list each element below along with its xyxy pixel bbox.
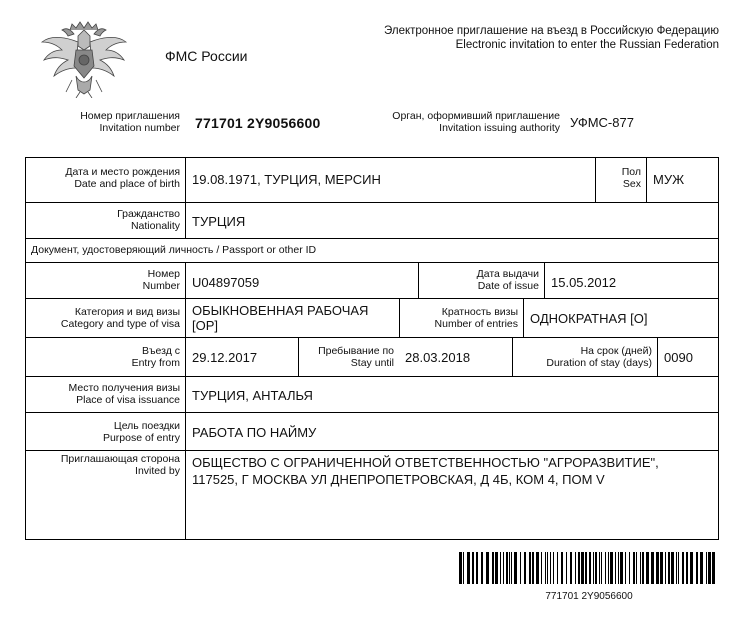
barcode-bar bbox=[599, 552, 600, 584]
barcode-bar bbox=[570, 552, 572, 584]
birth-label: Дата и место рождения Date and place of birth bbox=[65, 166, 180, 190]
row-dates bbox=[26, 338, 718, 377]
barcode-bar bbox=[610, 552, 613, 584]
entry-from-value: 29.12.2017 bbox=[185, 338, 298, 376]
barcode-bar bbox=[593, 552, 594, 584]
nationality-value: ТУРЦИЯ bbox=[185, 203, 720, 238]
row-visa-place bbox=[26, 377, 718, 413]
barcode-icon bbox=[459, 552, 719, 584]
barcode-number: 771701 2Y9056600 bbox=[545, 591, 633, 602]
visa-category-value: ОБЫКНОВЕННАЯ РАБОЧАЯ [ОР] bbox=[185, 299, 399, 337]
barcode-bar bbox=[529, 552, 531, 584]
document-section-header: Документ, удостоверяющий личность / Passport or other ID bbox=[31, 244, 317, 256]
barcode-bar bbox=[629, 552, 630, 584]
number-value: U04897059 bbox=[185, 263, 418, 298]
barcode-bar bbox=[486, 552, 489, 584]
row-nationality bbox=[26, 203, 718, 239]
barcode-bar bbox=[575, 552, 576, 584]
barcode-bar bbox=[557, 552, 558, 584]
row-purpose bbox=[26, 413, 718, 451]
barcode-bar bbox=[660, 552, 663, 584]
invited-by-value: ОБЩЕСТВО С ОГРАНИЧЕННОЙ ОТВЕТСТВЕННОСТЬЮ "АГРОРАЗВИТИЕ", 117525, Г МОСКВА УЛ ДНЕПРОПЕТРОВСКАЯ, Д 4Б, КОМ 4, ПОМ V bbox=[185, 451, 720, 539]
barcode-bar bbox=[578, 552, 580, 584]
stay-until-value: 28.03.2018 bbox=[405, 350, 471, 365]
barcode-bar bbox=[550, 552, 551, 584]
row-document-header bbox=[26, 239, 718, 263]
barcode-bar bbox=[481, 552, 483, 584]
barcode-bar bbox=[625, 552, 626, 584]
number-label: Номер Number bbox=[142, 268, 180, 292]
barcode-bar bbox=[509, 552, 510, 584]
barcode-bar bbox=[605, 552, 606, 584]
barcode-bar bbox=[500, 552, 501, 584]
barcode-bar bbox=[690, 552, 693, 584]
barcode-bar bbox=[553, 552, 554, 584]
entries-value: ОДНОКРАТНАЯ [О] bbox=[523, 299, 720, 337]
barcode-bar bbox=[615, 552, 616, 584]
barcode-bar bbox=[524, 552, 526, 584]
barcode-bar bbox=[566, 552, 567, 584]
row-passport-number bbox=[26, 263, 718, 299]
barcode-bar bbox=[532, 552, 534, 584]
eagle-emblem-icon bbox=[40, 20, 128, 98]
barcode-bar bbox=[585, 552, 587, 584]
barcode-bar bbox=[668, 552, 670, 584]
barcode-bar bbox=[636, 552, 637, 584]
entry-from-label: Въезд с Entry from bbox=[131, 345, 180, 369]
entries-label: Кратность визы Number of entries bbox=[399, 299, 523, 337]
issue-date-label: Дата выдачи Date of issue bbox=[418, 263, 544, 298]
row-birth bbox=[26, 158, 718, 203]
barcode-bar bbox=[511, 552, 512, 584]
visa-place-label: Место получения визы Place of visa issuance bbox=[68, 382, 180, 406]
barcode-bar bbox=[459, 552, 462, 584]
barcode-bar bbox=[646, 552, 649, 584]
barcode-bar bbox=[682, 552, 684, 584]
barcode-bar bbox=[589, 552, 591, 584]
sex-label: Пол Sex bbox=[595, 158, 646, 202]
barcode-bar bbox=[620, 552, 623, 584]
sex-value: МУЖ bbox=[646, 158, 720, 202]
invited-by-label: Приглашающая сторона Invited by bbox=[60, 453, 180, 477]
purpose-value: РАБОТА ПО НАЙМУ bbox=[185, 413, 720, 450]
barcode-bar bbox=[642, 552, 644, 584]
nationality-label: Гражданство Nationality bbox=[117, 208, 180, 232]
barcode-bar bbox=[633, 552, 635, 584]
barcode-bar bbox=[492, 552, 494, 584]
barcode-bar bbox=[581, 552, 584, 584]
barcode-bar bbox=[712, 552, 715, 584]
barcode-bar bbox=[463, 552, 464, 584]
stay-until-label: Пребывание по Stay until bbox=[298, 338, 399, 376]
visa-category-label: Категория и вид визы Category and type of visa bbox=[60, 306, 180, 330]
invitation-number-value: 771701 2Y9056600 bbox=[195, 115, 321, 131]
invitation-number-label: Номер приглашения Invitation number bbox=[80, 110, 180, 134]
barcode-bar bbox=[495, 552, 498, 584]
duration-label: На срок (дней) Duration of stay (days) bbox=[512, 338, 657, 376]
duration-value: 0090 bbox=[657, 338, 720, 376]
barcode-bar bbox=[536, 552, 539, 584]
barcode-bar bbox=[472, 552, 474, 584]
barcode-bar bbox=[514, 552, 517, 584]
purpose-label: Цель поездки Purpose of entry bbox=[102, 420, 180, 444]
barcode-bar bbox=[678, 552, 679, 584]
invitation-form bbox=[25, 157, 719, 540]
barcode-bar bbox=[545, 552, 546, 584]
barcode-bar bbox=[700, 552, 703, 584]
barcode-bar bbox=[618, 552, 619, 584]
barcode-bar bbox=[696, 552, 698, 584]
barcode-bar bbox=[651, 552, 654, 584]
barcode-bar bbox=[595, 552, 597, 584]
barcode-bar bbox=[640, 552, 641, 584]
barcode-bar bbox=[467, 552, 470, 584]
barcode-bar bbox=[656, 552, 659, 584]
barcode-bar bbox=[561, 552, 563, 584]
authority-name: ФМС России bbox=[165, 48, 248, 64]
issue-date-value: 15.05.2012 bbox=[544, 263, 720, 298]
birth-value: 19.08.1971, ТУРЦИЯ, МЕРСИН bbox=[185, 158, 595, 202]
barcode-bar bbox=[686, 552, 688, 584]
visa-place-value: ТУРЦИЯ, АНТАЛЬЯ bbox=[185, 377, 720, 412]
barcode-bar bbox=[541, 552, 542, 584]
issuing-authority-value: УФМС-877 bbox=[570, 115, 634, 130]
barcode-bar bbox=[671, 552, 674, 584]
barcode-bar bbox=[520, 552, 521, 584]
barcode-bar bbox=[676, 552, 677, 584]
barcode-bar bbox=[706, 552, 707, 584]
barcode-bar bbox=[601, 552, 602, 584]
barcode-bar bbox=[476, 552, 478, 584]
barcode-bar bbox=[708, 552, 711, 584]
issuing-authority-label: Орган, оформивший приглашение Invitation issuing authority bbox=[392, 110, 560, 134]
barcode-bar bbox=[665, 552, 666, 584]
barcode-bar bbox=[608, 552, 609, 584]
row-visa-category bbox=[26, 299, 718, 338]
barcode-bar bbox=[547, 552, 548, 584]
barcode-bar bbox=[503, 552, 504, 584]
row-invited-by bbox=[26, 451, 718, 539]
document-title: Электронное приглашение на въезд в Российскую Федерацию Electronic invitation to enter the Russian Federation bbox=[383, 25, 719, 51]
barcode-bar bbox=[506, 552, 508, 584]
